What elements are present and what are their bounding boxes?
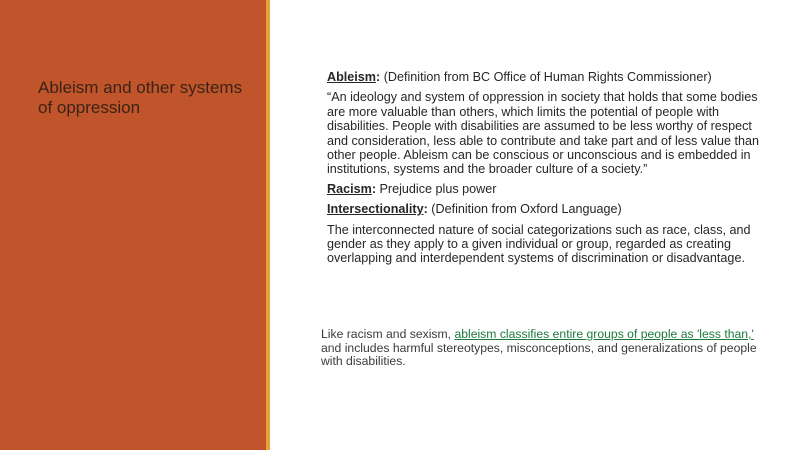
ableism-heading [327,70,767,84]
intersectionality-term: Intersectionality [327,202,424,217]
ableism-term: Ableism [327,70,376,84]
racism-term: Racism [327,181,372,196]
ableism-source: (Definition from BC Office of Human Rights Commissioner) [380,70,712,84]
intersectionality-heading [327,202,767,216]
intersectionality-colon: : [423,202,428,217]
footnote [321,328,761,369]
racism-definition [327,182,767,196]
footnote-prefix: Like racism and sexism, [321,327,455,341]
racism-text: Prejudice plus power [376,181,497,196]
accent-bar [266,0,270,450]
footnote-suffix: and includes harmful stereotypes, misconceptions, and generalizations of people with disabilities. [321,340,757,369]
left-panel [0,0,266,450]
content-body [327,70,767,272]
slide-title: Ableism and other systems of oppression [38,78,243,117]
racism-colon: : [371,181,377,196]
footnote-link[interactable]: ableism classifies entire groups of people as 'less than,' [454,327,754,341]
ableism-quote: “An ideology and system of oppression in society that holds that some bodies are more valuable than others, which limits the potential of people with disabilities. People with disabilities are assumed to be less worthy of respect and consideration, less able to contribute and take part and of less value than other people. Ableism can be conscious or unconscious and is embedded in institutions, systems and the broader culture of a society.” [327,90,759,177]
intersectionality-text: The interconnected nature of social categorizations such as race, class, and gender as they apply to a given individual or group, regarded as creating overlapping and interdependent systems of discrimination or disadvantage. [327,222,751,266]
intersectionality-source: (Definition from Oxford Language) [427,202,622,217]
ableism-colon: : [376,70,381,84]
